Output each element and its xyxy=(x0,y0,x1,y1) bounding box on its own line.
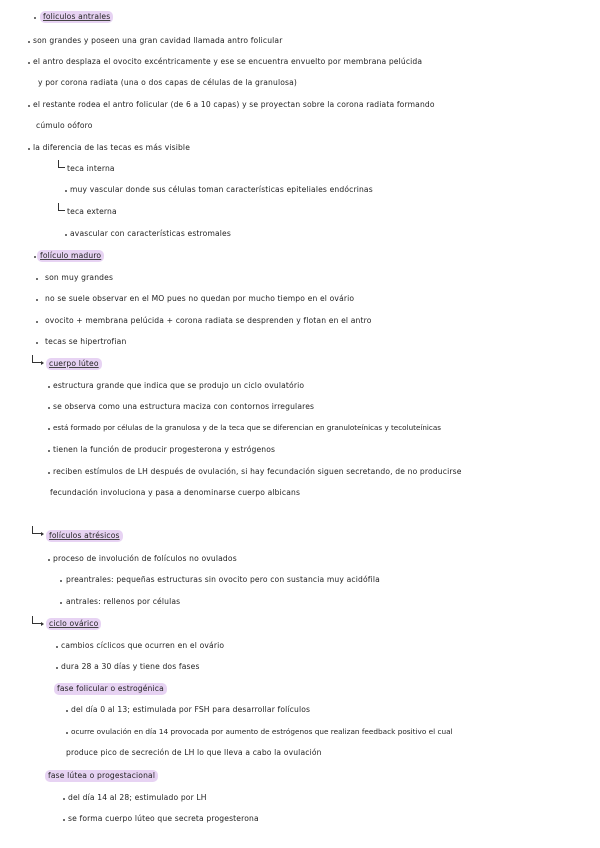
arrow-icon xyxy=(32,616,41,624)
bullet-dot xyxy=(36,321,38,323)
bullet-dot xyxy=(48,386,50,388)
note-line: ovocito + membrana pelúcida + corona radiata se desprenden y flotan en el antro xyxy=(45,316,372,325)
bullet-dot xyxy=(48,559,50,561)
branch-icon xyxy=(58,203,65,211)
heading-cuerpo-luteo: cuerpo lúteo xyxy=(46,358,102,370)
bullet-dot xyxy=(48,450,50,452)
note-line: muy vascular donde sus células toman características epiteliales endócrinas xyxy=(70,185,373,194)
bullet-dot xyxy=(48,428,50,430)
bullet-dot xyxy=(56,667,58,669)
bullet-dot xyxy=(48,407,50,409)
bullet-dot xyxy=(36,299,38,301)
note-line: se observa como una estructura maciza con contornos irregulares xyxy=(53,402,315,411)
note-line: el antro desplaza el ovocito excéntricamente y ese se encuentra envuelto por membrana pelúcida xyxy=(33,57,423,66)
heading-foliculo-maduro: folículo maduro xyxy=(37,250,104,262)
bullet-dot xyxy=(36,278,38,280)
note-line: del día 14 al 28; estimulado por LH xyxy=(68,793,207,802)
note-line: teca externa xyxy=(67,207,117,216)
bullet-dot xyxy=(60,580,62,582)
note-line: dura 28 a 30 días y tiene dos fases xyxy=(61,662,200,671)
note-line: preantrales: pequeñas estructuras sin ovocito pero con sustancia muy acidófila xyxy=(66,575,380,584)
note-line: estructura grande que indica que se produjo un ciclo ovulatório xyxy=(53,381,305,390)
note-line: reciben estímulos de LH después de ovulación, si hay fecundación siguen secretando, de no producirse xyxy=(53,467,462,476)
note-line: cambios cíclicos que ocurren en el ovário xyxy=(61,641,225,650)
bullet-dot xyxy=(36,342,38,344)
bullet-dot xyxy=(63,798,65,800)
note-line: y por corona radiata (una o dos capas de células de la granulosa) xyxy=(38,78,298,87)
bullet-dot xyxy=(56,646,58,648)
bullet-dot xyxy=(65,234,67,236)
branch-icon xyxy=(58,160,65,168)
bullet-dot xyxy=(34,17,36,19)
bullet-dot xyxy=(28,105,30,107)
heading-ciclo-ovarico: ciclo ovárico xyxy=(46,618,101,630)
bullet-dot xyxy=(28,148,30,150)
bullet-dot xyxy=(60,602,62,604)
note-line: proceso de involución de folículos no ovulados xyxy=(53,554,237,563)
note-line: tecas se hipertrofian xyxy=(45,337,127,346)
note-line: está formado por células de la granulosa y de la teca que se diferencian en granuloteínicas y tecoluteínicas xyxy=(53,423,442,432)
arrow-icon xyxy=(32,355,41,363)
note-line: no se suele observar en el MO pues no quedan por mucho tiempo en el ovário xyxy=(45,294,355,303)
bullet-dot xyxy=(65,190,67,192)
note-line: avascular con características estromales xyxy=(70,229,231,238)
note-line: teca interna xyxy=(67,164,115,173)
bullet-dot xyxy=(66,732,68,734)
note-line: ocurre ovulación en día 14 provocada por aumento de estrógenos que realizan feedback positivo el cual xyxy=(71,727,453,736)
note-line: produce pico de secreción de LH lo que lleva a cabo la ovulación xyxy=(66,748,322,757)
bullet-dot xyxy=(28,62,30,64)
bullet-dot xyxy=(34,256,36,258)
arrow-icon xyxy=(32,526,41,534)
heading-foliculos-atresicos: folículos atrésicos xyxy=(46,530,123,542)
note-line: son muy grandes xyxy=(45,273,114,282)
note-line: del día 0 al 13; estimulada por FSH para desarrollar folículos xyxy=(71,705,311,714)
subheading-fase-lutea: fase lútea o progestacional xyxy=(45,770,158,782)
note-line: la diferencia de las tecas es más visible xyxy=(33,143,191,152)
note-line: se forma cuerpo lúteo que secreta progesterona xyxy=(68,814,259,823)
note-line: fecundación involuciona y pasa a denominarse cuerpo albicans xyxy=(50,488,301,497)
note-line: el restante rodea el antro folicular (de 6 a 10 capas) y se proyectan sobre la corona radiata formando xyxy=(33,100,435,109)
note-line: son grandes y poseen una gran cavidad llamada antro folicular xyxy=(33,36,283,45)
subheading-fase-folicular: fase folicular o estrogénica xyxy=(54,683,167,695)
bullet-dot xyxy=(48,472,50,474)
note-line: antrales: rellenos por células xyxy=(66,597,181,606)
heading-foliculos-antrales: foliculos antrales xyxy=(40,11,113,23)
bullet-dot xyxy=(28,41,30,43)
note-line: tienen la función de producir progesterona y estrógenos xyxy=(53,445,276,454)
bullet-dot xyxy=(63,819,65,821)
note-line: cúmulo oóforo xyxy=(36,121,93,130)
bullet-dot xyxy=(66,710,68,712)
